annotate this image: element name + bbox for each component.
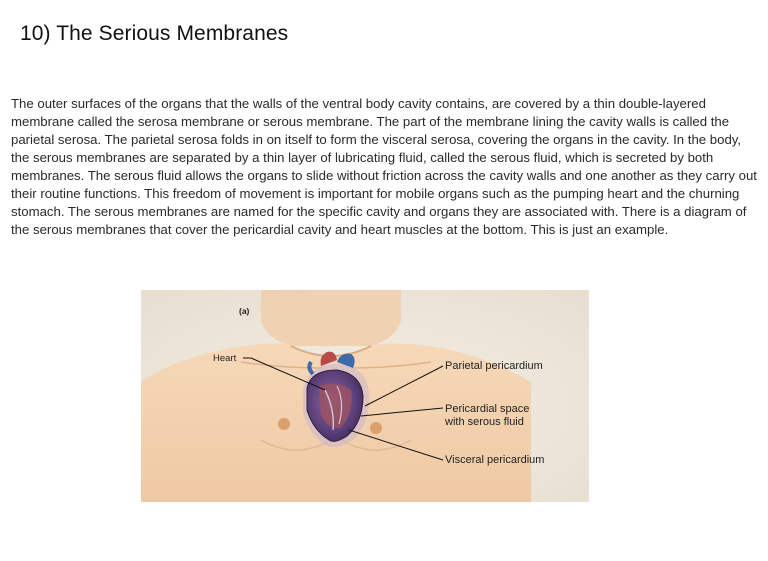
label-serous-fluid: with serous fluid (445, 416, 524, 428)
body-paragraph: The outer surfaces of the organs that the walls of the ventral body cavity contains, are covered by a thin double-layered membrane called the serosa membrane or serous membrane. The part of the membrane lining the cavity walls is called the parietal serosa. The parietal serosa folds in on itself to form the visceral serosa, covering the organs in the cavity. In the body, the serous membranes are separated by a thin layer of lubricating fluid, called the serous fluid, which is secreted by both membranes. The serous fluid allows the organs to slide without friction across the cavity walls and one another as they carry out their routine functions. This freedom of movement is important for mobile organs such as the pumping heart and the churning stomach. The serous membranes are named for the specific cavity and organs they are associated with. There is a diagram of the serous membranes that cover the pericardial cavity and heart muscles at the bottom. This is just an example. (11, 96, 757, 237)
heart-diagram-svg (141, 290, 589, 502)
left-nipple (278, 418, 290, 430)
label-heart: Heart (213, 353, 237, 364)
heart-diagram-figure (141, 290, 589, 502)
label-pericardial-space: Pericardial space (445, 403, 530, 415)
label-visceral-pericardium: Visceral pericardium (445, 454, 545, 466)
right-nipple (370, 422, 382, 434)
slide-title: 10) The Serious Membranes (20, 22, 289, 45)
label-parietal-pericardium: Parietal pericardium (445, 360, 543, 372)
panel-label: (a) (239, 306, 250, 316)
